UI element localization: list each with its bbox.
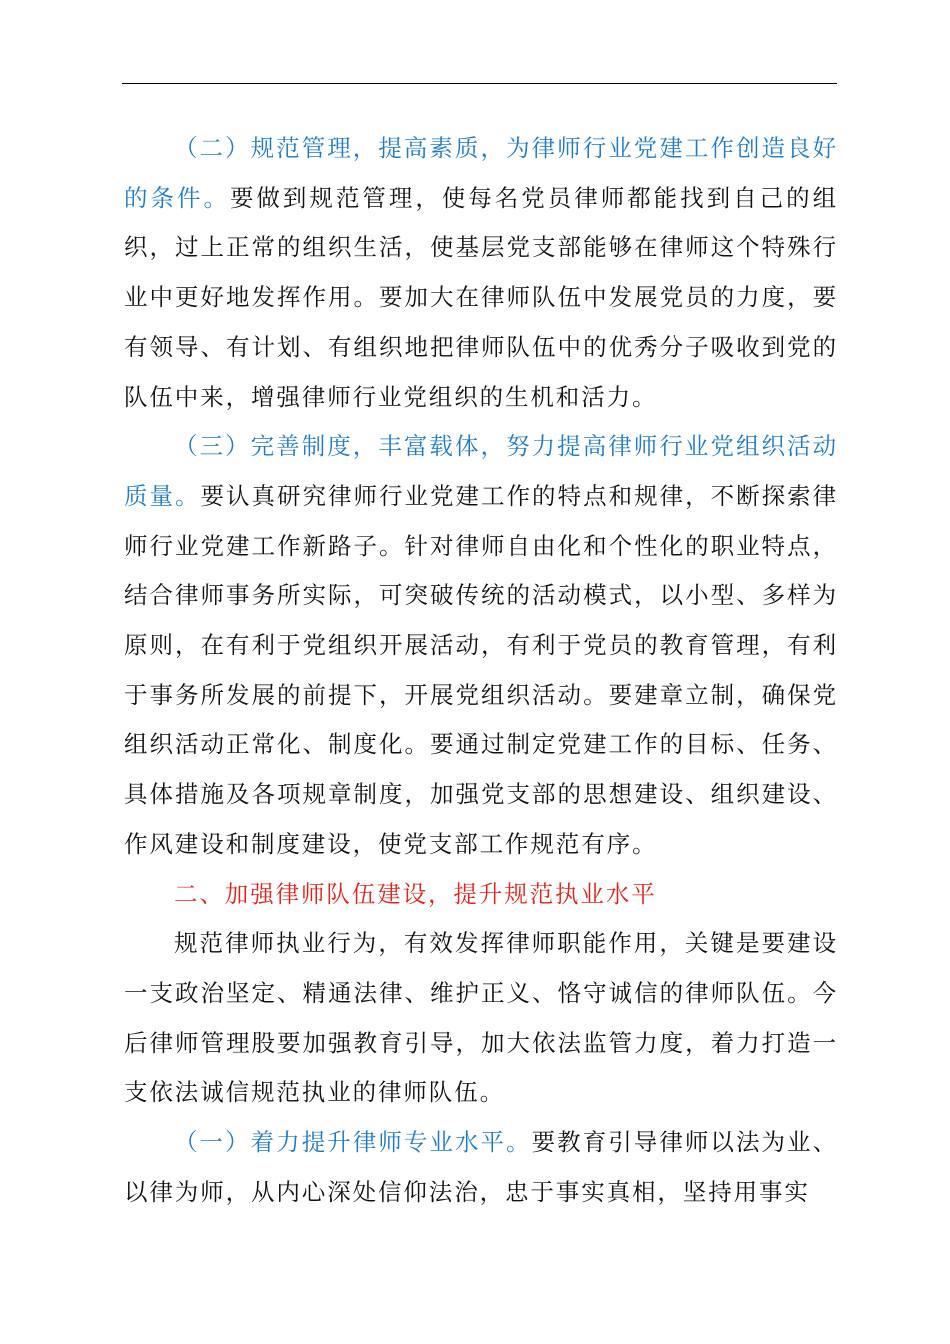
- section-title-lawyer-team: [124, 870, 838, 920]
- paragraph-text: 规范律师执业行为，有效发挥律师职能作用，关键是要建设一支政治坚定、精通法律、维护正义、恪守诚信的律师队伍。今后律师管理股要加强教育引导，加大依法监管力度，着力打造一支依法诚信规范执业的律师队伍。: [124, 929, 838, 1107]
- paragraph-improve-system: [124, 422, 838, 869]
- subheading-professional-level: （一）着力提升律师专业水平。: [174, 1128, 532, 1157]
- paragraph-text: 要认真研究律师行业党建工作的特点和规律，不断探索律师行业党建工作新路子。针对律师自由化和个性化的职业特点，结合律师事务所实际，可突破传统的活动模式，以小型、多样为原则，在有利于党组织开展活动，有利于党员的教育管理，有利于事务所发展的前提下，开展党组织活动。要建章立制，确保党组织活动正常化、制度化。要通过制定党建工作的目标、任务、具体措施及各项规章制度，加强党支部的思想建设、组织建设、作风建设和制度建设，使党支部工作规范有序。: [124, 481, 839, 858]
- paragraph-lawyer-team-intro: [124, 919, 838, 1118]
- paragraph-text: 要教育引导律师以法为业、以律为师，从内心深处信仰法治，忠于事实真相，坚持用事实: [124, 1128, 838, 1206]
- subheading-regulated-management: （二）规范管理，提高素质，为律师行业党建工作创造良好的条件。: [124, 134, 838, 212]
- header-rule: [122, 83, 837, 84]
- section-title-text: 二、加强律师队伍建设，提升规范执业水平: [174, 879, 657, 908]
- paragraph-regulated-management: [124, 124, 838, 422]
- subheading-improve-system: （三）完善制度，丰富载体，努力提高律师行业党组织活动质量。: [124, 432, 838, 510]
- document-body: [124, 124, 838, 1217]
- paragraph-text: 要做到规范管理，使每名党员律师都能找到自己的组织，过上正常的组织生活，使基层党支部能够在律师这个特殊行业中更好地发挥作用。要加大在律师队伍中发展党员的力度，要有领导、有计划、有组织地把律师队伍中的优秀分子吸收到党的队伍中来，增强律师行业党组织的生机和活力。: [124, 183, 838, 411]
- paragraph-professional-level: [124, 1118, 838, 1217]
